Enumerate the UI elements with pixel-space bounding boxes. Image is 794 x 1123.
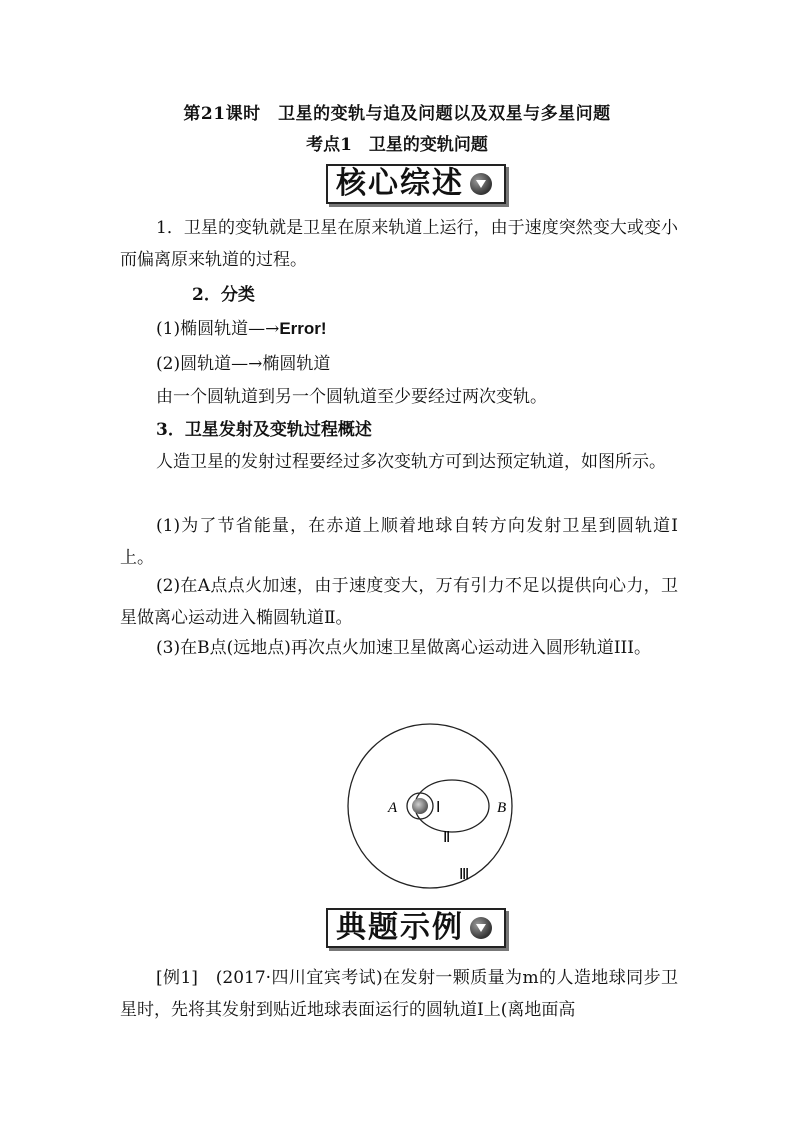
label-orbit-II: Ⅱ (443, 830, 451, 846)
error-text: Error! (279, 319, 327, 338)
label-orbit-III: Ⅲ (459, 867, 470, 883)
launch-step-1: (1)为了节省能量，在赤道上顺着地球自转方向发射卫星到圆轨道Ⅰ上。 (120, 516, 678, 568)
launch-step-3: (3)在B点(远地点)再次点火加速卫星做离心运动进入圆形轨道III。 (156, 638, 651, 658)
classification-item-1 (156, 317, 327, 341)
launch-step-2: (2)在A点点火加速，由于速度变大，万有引力不足以提供向心力，卫星做离心运动进入椭圆轨道Ⅱ。 (120, 576, 678, 628)
label-point-B: B (497, 800, 507, 816)
classification-item-2: (2)圆轨道—→椭圆轨道 (156, 354, 331, 374)
triangle-down-icon (470, 917, 492, 939)
examples-banner-label: 典题示例 (336, 910, 464, 945)
overview-banner-label: 核心综述 (336, 166, 464, 201)
label-point-A: A (388, 800, 398, 816)
classification-note: 由一个圆轨道到另一个圆轨道至少要经过两次变轨。 (156, 387, 547, 407)
examples-banner (326, 908, 506, 948)
orbit-diagram (330, 722, 530, 890)
page-title: 第21课时 卫星的变轨与追及问题以及双星与多星问题 (183, 104, 611, 124)
launch-intro: 人造卫星的发射过程要经过多次变轨方可到达预定轨道，如图所示。 (156, 452, 666, 472)
label-orbit-I: Ⅰ (436, 800, 441, 816)
heading-launch: 3．卫星发射及变轨过程概述 (156, 420, 372, 440)
heading-classification: 2．分类 (192, 285, 255, 305)
orbit-III-circle (348, 724, 512, 888)
classification-item-1-text: (1)椭圆轨道—→ (156, 319, 280, 339)
earth-icon (412, 798, 428, 814)
paragraph-1: 1．卫星的变轨就是卫星在原来轨道上运行，由于速度突然变大或变小而偏离原来轨道的过程。 (120, 218, 678, 270)
example-1-text: [例1] (2017·四川宜宾考试)在发射一颗质量为m的人造地球同步卫星时，先将其发射到贴近地球表面运行的圆轨道Ⅰ上(离地面高 (120, 968, 678, 1020)
page-subtitle: 考点1 卫星的变轨问题 (306, 135, 488, 155)
overview-banner (326, 164, 506, 204)
triangle-down-icon (470, 173, 492, 195)
